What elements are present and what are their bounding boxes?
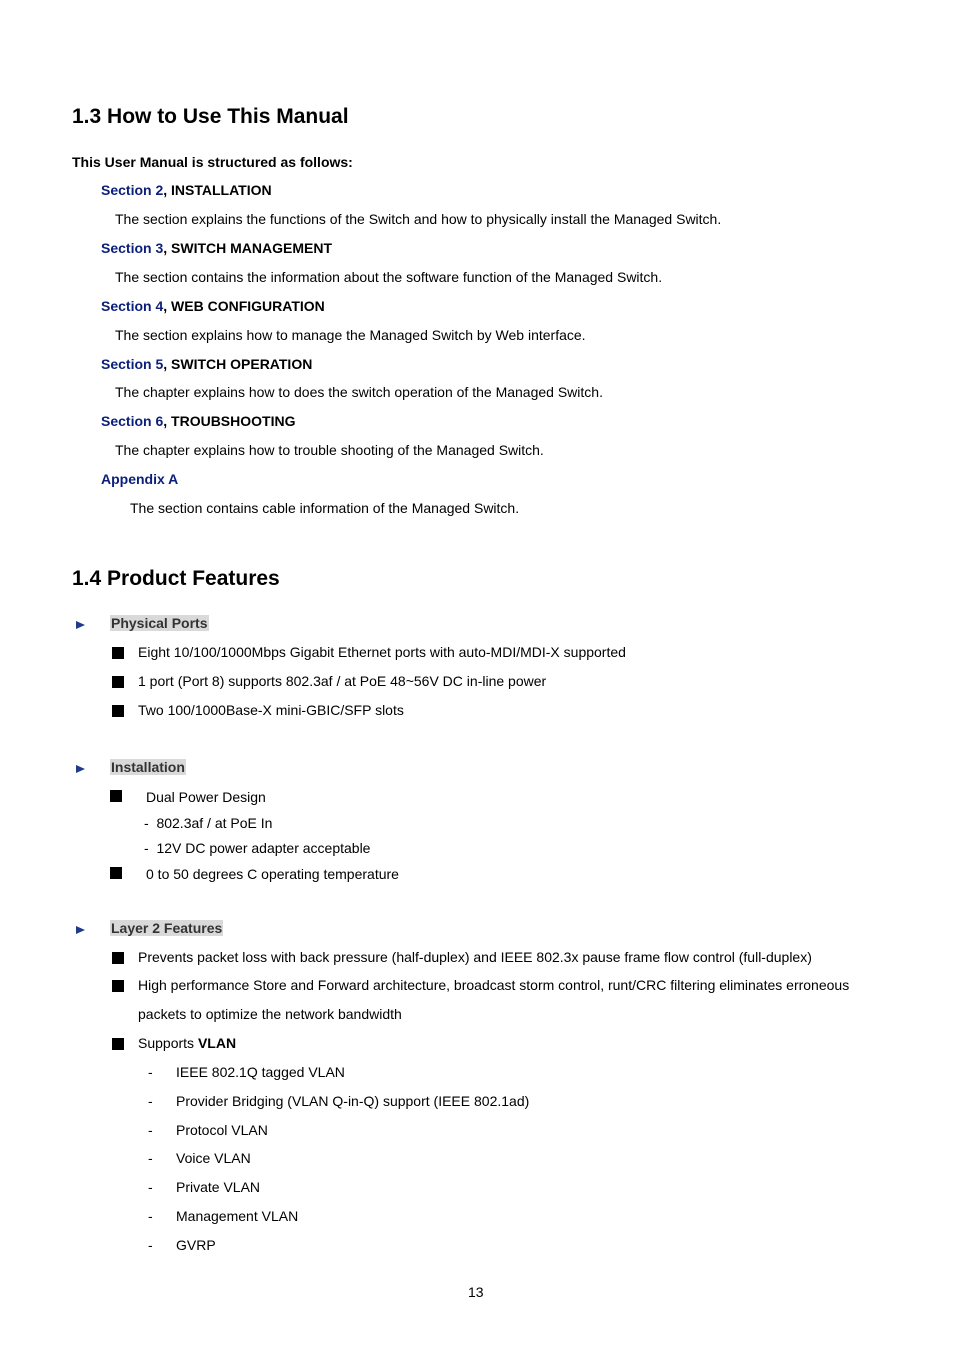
square-bullet-icon	[112, 980, 124, 992]
vlan-dash: -	[148, 1237, 153, 1253]
manual-structure-lead: This User Manual is structured as follows:	[72, 154, 353, 170]
vlan-dash: -	[148, 1064, 153, 1080]
square-bullet-icon	[112, 647, 124, 659]
section-6-desc: The chapter explains how to trouble shooting of the Managed Switch.	[115, 442, 544, 458]
heading-1-4: 1.4 Product Features	[72, 567, 280, 590]
layer2-bullet-3: Supports VLAN	[138, 1035, 237, 1051]
section-4-link[interactable]: Section 4	[101, 298, 164, 314]
vlan-item-7: GVRP	[176, 1237, 216, 1253]
vlan-item-2: Provider Bridging (VLAN Q-in-Q) support (IEEE 802.1ad)	[176, 1093, 530, 1109]
appendix-a-desc: The section contains cable information of the Managed Switch.	[130, 500, 520, 516]
physical-bullet-2: 1 port (Port 8) supports 802.3af / at PoE 48~56V DC in-line power	[138, 673, 547, 689]
page-number: 13	[468, 1284, 484, 1300]
installation-bullet-1: Dual Power Design	[146, 789, 266, 805]
section-5-desc: The chapter explains how to does the switch operation of the Managed Switch.	[115, 384, 603, 400]
section-6-heading: Section 6, TROUBSHOOTING	[101, 413, 296, 429]
layer2-bullet-2-line2: packets to optimize the network bandwidth	[138, 1006, 402, 1022]
appendix-a-link[interactable]: Appendix A	[101, 471, 179, 487]
appendix-a-heading	[101, 471, 178, 487]
section-4-desc: The section explains how to manage the Managed Switch by Web interface.	[115, 327, 586, 343]
square-bullet-icon	[110, 867, 122, 879]
vlan-item-3: Protocol VLAN	[176, 1122, 268, 1138]
vlan-item-6: Management VLAN	[176, 1208, 299, 1224]
vlan-item-1: IEEE 802.1Q tagged VLAN	[176, 1064, 345, 1080]
section-3-desc: The section contains the information about the software function of the Managed Switch.	[115, 269, 663, 285]
arrow-bullet-icon	[76, 926, 85, 934]
section-5-heading: Section 5, SWITCH OPERATION	[101, 356, 313, 372]
installation-bullet-2: 0 to 50 degrees C operating temperature	[146, 866, 399, 882]
vlan-dash: -	[148, 1179, 153, 1195]
layer2-bullet-2-line1: High performance Store and Forward architecture, broadcast storm control, runt/CRC filtering eliminates erroneous	[138, 977, 850, 993]
layer2-bullet-1: Prevents packet loss with back pressure (half-duplex) and IEEE 802.3x pause frame flow control (full-duplex)	[138, 949, 812, 965]
section-4-heading: Section 4, WEB CONFIGURATION	[101, 298, 325, 314]
section-3-heading: Section 3, SWITCH MANAGEMENT	[101, 240, 333, 256]
section-2-heading: Section 2, INSTALLATION	[101, 182, 272, 198]
installation-sub-1: - 802.3af / at PoE In	[144, 815, 273, 831]
vlan-item-5: Private VLAN	[176, 1179, 261, 1195]
physical-bullet-1: Eight 10/100/1000Mbps Gigabit Ethernet ports with auto-MDI/MDI-X supported	[138, 644, 626, 660]
square-bullet-icon	[112, 705, 124, 717]
section-2-link[interactable]: Section 2	[101, 182, 164, 198]
square-bullet-icon	[112, 1038, 124, 1050]
vlan-dash: -	[148, 1093, 153, 1109]
installation-sub-2: - 12V DC power adapter acceptable	[144, 840, 371, 856]
section-5-link[interactable]: Section 5	[101, 356, 164, 372]
section-3-link[interactable]: Section 3	[101, 240, 164, 256]
heading-1-3: 1.3 How to Use This Manual	[72, 105, 349, 128]
square-bullet-icon	[112, 676, 124, 688]
arrow-bullet-icon	[76, 621, 85, 629]
vlan-dash: -	[148, 1208, 153, 1224]
vlan-item-4: Voice VLAN	[176, 1150, 251, 1166]
physical-bullet-3: Two 100/1000Base-X mini-GBIC/SFP slots	[138, 702, 404, 718]
arrow-bullet-icon	[76, 765, 85, 773]
installation-title: Installation	[111, 759, 185, 775]
vlan-dash: -	[148, 1122, 153, 1138]
vlan-dash: -	[148, 1150, 153, 1166]
physical-ports-title: Physical Ports	[111, 615, 208, 631]
section-6-link[interactable]: Section 6	[101, 413, 164, 429]
layer2-title: Layer 2 Features	[111, 920, 223, 936]
square-bullet-icon	[112, 952, 124, 964]
square-bullet-icon	[110, 790, 122, 802]
section-2-desc: The section explains the functions of the Switch and how to physically install the Managed Switch.	[115, 211, 722, 227]
